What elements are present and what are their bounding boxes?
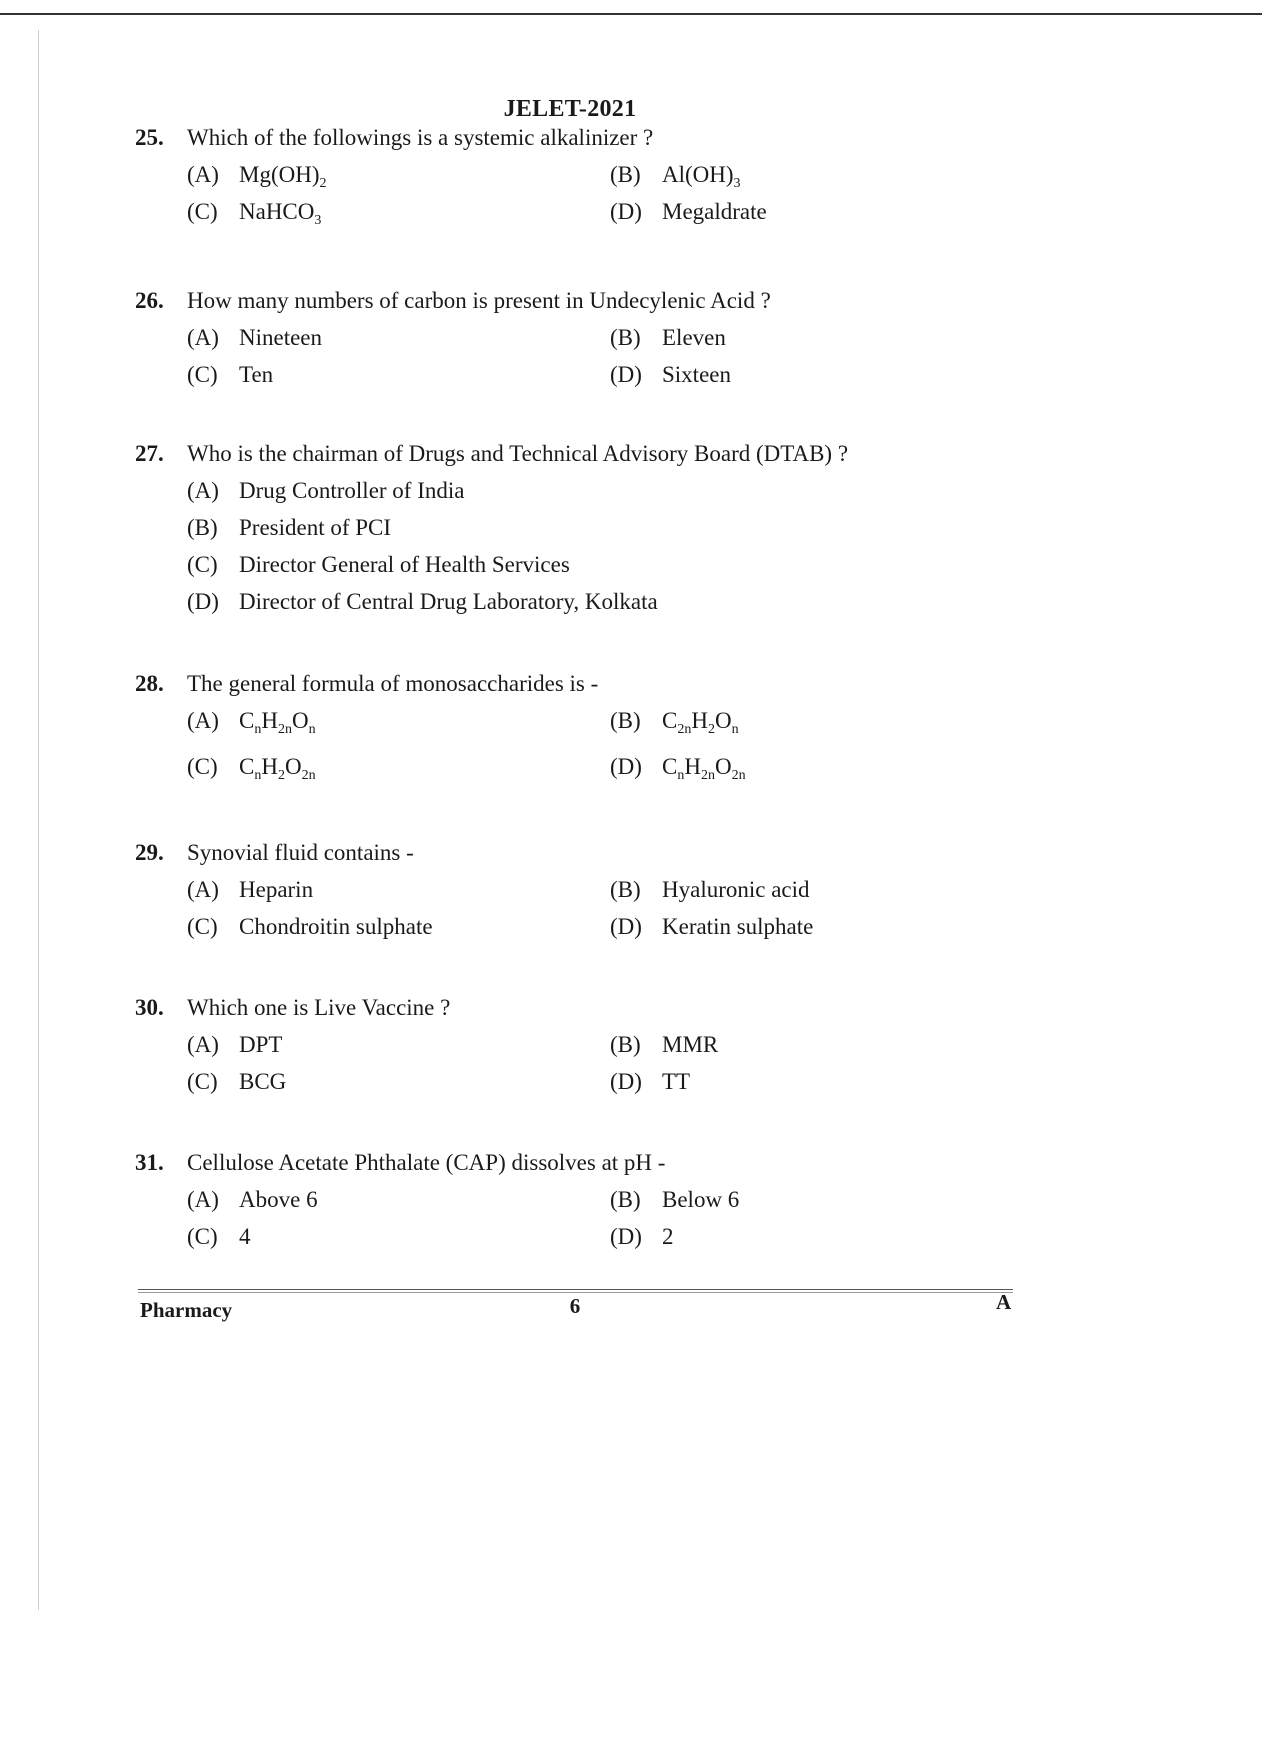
question-text: Which of the followings is a systemic alkalinizer ? [187, 125, 654, 150]
option-d[interactable] [610, 199, 1033, 225]
formula-subscript: n [677, 768, 685, 783]
formula-subscript: 2n [301, 768, 316, 783]
option-text: NaHCO [239, 199, 315, 224]
footer-rule-secondary [138, 1292, 1013, 1293]
option-c[interactable] [187, 362, 610, 388]
option-b[interactable] [187, 515, 987, 541]
option-text: Sixteen [662, 362, 731, 387]
footer-rule [138, 1289, 1013, 1290]
question-number: 28. [135, 671, 164, 696]
formula-element: O [291, 708, 309, 733]
question-number: 29. [135, 840, 164, 865]
formula-subscript: 2n [677, 722, 692, 737]
option-text: 2 [662, 1224, 674, 1249]
option-subscript: 2 [319, 176, 327, 191]
page-number: 6 [569, 1294, 581, 1318]
formula-subscript: 2n [700, 768, 715, 783]
option-label: (C) [187, 1224, 218, 1249]
option-label: (A) [187, 478, 219, 503]
formula-subscript: 2 [707, 722, 715, 737]
option-a[interactable] [187, 478, 987, 504]
formula-subscript: n [254, 768, 262, 783]
formula-element: C [239, 708, 255, 733]
question-number: 27. [135, 441, 164, 466]
question-text: How many numbers of carbon is present in Undecylenic Acid ? [187, 288, 771, 313]
option-label: (A) [187, 877, 219, 902]
question-28 [135, 671, 1135, 783]
question-31 [135, 1150, 1135, 1250]
formula-element: O [714, 754, 732, 779]
question-number: 26. [135, 288, 164, 313]
option-b[interactable] [610, 1187, 1033, 1213]
option-b[interactable] [610, 162, 1033, 191]
option-label: (D) [610, 362, 642, 387]
option-label: (B) [610, 1032, 641, 1057]
question-text: Cellulose Acetate Phthalate (CAP) dissolves at pH - [187, 1150, 666, 1175]
option-label: (B) [610, 325, 641, 350]
option-d[interactable] [610, 754, 1033, 783]
option-c[interactable] [187, 914, 610, 940]
option-label: (C) [187, 362, 218, 387]
option-subscript: 3 [314, 213, 322, 228]
option-text: Chondroitin sulphate [239, 914, 433, 939]
option-label: (B) [610, 1187, 641, 1212]
option-text: BCG [239, 1069, 287, 1094]
option-text: Director of Central Drug Laboratory, Kolkata [239, 589, 658, 614]
option-label: (D) [610, 1224, 642, 1249]
option-label: (A) [187, 162, 219, 187]
option-formula [239, 708, 316, 737]
option-label: (C) [187, 914, 218, 939]
question-text: Which one is Live Vaccine ? [187, 995, 451, 1020]
option-d[interactable] [610, 1224, 1033, 1250]
option-b[interactable] [610, 877, 1033, 903]
question-number: 31. [135, 1150, 164, 1175]
formula-element: H [684, 754, 701, 779]
formula-element: O [284, 754, 302, 779]
option-a[interactable] [187, 708, 610, 737]
option-a[interactable] [187, 325, 610, 351]
question-26 [135, 288, 1135, 388]
option-a[interactable] [187, 1187, 610, 1213]
option-label: (A) [187, 1032, 219, 1057]
option-b[interactable] [610, 708, 1033, 737]
formula-subscript: 2n [731, 768, 746, 783]
formula-element: H [261, 708, 278, 733]
option-text: Above 6 [239, 1187, 318, 1212]
option-text: 4 [239, 1224, 251, 1249]
option-text: TT [662, 1069, 691, 1094]
option-label: (D) [610, 754, 642, 779]
option-text: President of PCI [239, 515, 392, 540]
formula-element: O [714, 708, 732, 733]
option-formula [662, 754, 746, 783]
formula-element: H [261, 754, 278, 779]
option-label: (A) [187, 325, 219, 350]
formula-subscript: 2 [277, 768, 285, 783]
option-label: (D) [610, 1069, 642, 1094]
option-label: (A) [187, 708, 219, 733]
option-text: Mg(OH) [239, 162, 320, 187]
question-30 [135, 995, 1135, 1095]
footer-set: A [996, 1290, 1012, 1314]
top-rule [0, 13, 1262, 15]
option-label: (B) [610, 162, 641, 187]
formula-subscript: n [731, 722, 739, 737]
question-number: 30. [135, 995, 164, 1020]
option-c[interactable] [187, 754, 610, 783]
option-text: Megaldrate [662, 199, 767, 224]
option-d[interactable] [610, 1069, 1033, 1095]
formula-element: C [662, 754, 678, 779]
option-text: Nineteen [239, 325, 323, 350]
formula-subscript: n [254, 722, 262, 737]
question-27 [135, 441, 1135, 615]
formula-subscript: n [308, 722, 316, 737]
question-25 [135, 125, 1135, 228]
option-label: (C) [187, 199, 218, 224]
option-text: Heparin [239, 877, 314, 902]
option-text: Below 6 [662, 1187, 740, 1212]
option-label: (C) [187, 754, 218, 779]
footer-subject: Pharmacy [140, 1298, 233, 1322]
option-c[interactable] [187, 199, 610, 228]
question-text: The general formula of monosaccharides is - [187, 671, 599, 696]
option-a[interactable] [187, 162, 610, 191]
formula-element: C [239, 754, 255, 779]
option-text: Hyaluronic acid [662, 877, 810, 902]
option-d[interactable] [610, 914, 1033, 940]
option-formula [239, 754, 316, 783]
question-number: 25. [135, 125, 164, 150]
option-label: (D) [610, 199, 642, 224]
option-label: (C) [187, 552, 218, 577]
option-text: Drug Controller of India [239, 478, 465, 503]
question-text: Synovial fluid contains - [187, 840, 414, 865]
option-label: (A) [187, 1187, 219, 1212]
option-text: Al(OH) [662, 162, 734, 187]
formula-element: C [662, 708, 678, 733]
option-label: (B) [187, 515, 218, 540]
page-title: JELET-2021 [503, 96, 637, 122]
option-text: Eleven [662, 325, 726, 350]
question-29 [135, 840, 1135, 940]
option-text: Director General of Health Services [239, 552, 570, 577]
option-a[interactable] [187, 1032, 610, 1058]
option-c[interactable] [187, 1069, 610, 1095]
option-text: Keratin sulphate [662, 914, 814, 939]
option-label: (B) [610, 877, 641, 902]
option-label: (D) [187, 589, 219, 614]
option-b[interactable] [610, 1032, 1033, 1058]
option-label: (B) [610, 708, 641, 733]
option-label: (C) [187, 1069, 218, 1094]
margin-line [38, 30, 39, 1610]
option-c[interactable] [187, 1224, 610, 1250]
option-text: MMR [662, 1032, 719, 1057]
formula-element: H [691, 708, 708, 733]
option-a[interactable] [187, 877, 610, 903]
option-c[interactable] [187, 552, 987, 578]
option-text: DPT [239, 1032, 283, 1057]
option-label: (D) [610, 914, 642, 939]
option-d[interactable] [610, 362, 1033, 388]
question-text: Who is the chairman of Drugs and Technical Advisory Board (DTAB) ? [187, 441, 849, 466]
option-b[interactable] [610, 325, 1033, 351]
option-d[interactable] [187, 589, 987, 615]
option-text: Ten [239, 362, 274, 387]
option-formula [662, 708, 739, 737]
option-subscript: 3 [733, 176, 741, 191]
formula-subscript: 2n [277, 722, 292, 737]
